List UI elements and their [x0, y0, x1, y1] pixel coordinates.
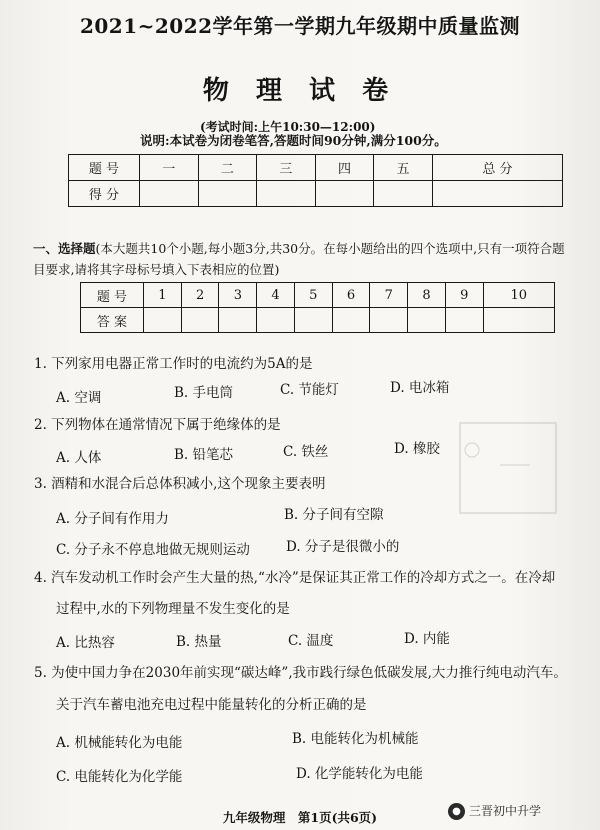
- score-field[interactable]: [432, 181, 562, 207]
- answer-field[interactable]: [144, 308, 182, 333]
- answer-table: [80, 282, 555, 333]
- q2-option-b: B. 铅笔芯: [174, 447, 234, 463]
- answer-field[interactable]: [181, 308, 219, 333]
- section-1-heading: 一、选择题: [33, 241, 96, 256]
- q1-option-c: C. 节能灯: [280, 382, 339, 398]
- q2-option-c: C. 铁丝: [283, 444, 329, 460]
- question-number-cell: 3: [219, 283, 257, 308]
- score-table-cell: 二: [198, 155, 257, 181]
- q4-option-d: D. 内能: [404, 631, 450, 647]
- q2-option-d: D. 橡胶: [394, 441, 440, 457]
- answer-field[interactable]: [257, 308, 295, 333]
- score-table-cell: 三: [257, 155, 316, 181]
- question-number-cell: 10: [483, 283, 554, 308]
- q3-option-b: B. 分子间有空隙: [284, 507, 384, 523]
- exam-subtitle: 物 理 试 卷: [202, 76, 398, 106]
- answer-field[interactable]: [408, 308, 446, 333]
- answer-field[interactable]: [294, 308, 332, 333]
- q1-option-d: D. 电冰箱: [390, 380, 450, 396]
- watermark-text: 三晋初中升学: [469, 804, 542, 818]
- exam-time: (考试时间:上午10:30—12:00): [200, 120, 376, 134]
- question-5-stem-continued: 关于汽车蓄电池充电过程中能量转化的分析正确的是: [56, 697, 367, 713]
- q1-option-a: A. 空调: [56, 390, 102, 406]
- score-table-row-label: 题 号: [69, 155, 140, 181]
- q5-option-c: C. 电能转化为化学能: [56, 769, 183, 785]
- q4-option-c: C. 温度: [288, 633, 334, 649]
- q5-option-b: B. 电能转化为机械能: [292, 731, 419, 747]
- score-table-cell: 五: [374, 155, 433, 181]
- answer-table-row-label: 答 案: [81, 308, 144, 333]
- q1-option-b: B. 手电筒: [174, 385, 234, 401]
- question-2-stem: 2. 下列物体在通常情况下属于绝缘体的是: [34, 417, 281, 433]
- q2-option-a: A. 人体: [56, 450, 102, 466]
- q4-option-a: A. 比热容: [56, 635, 115, 651]
- question-number-cell: 8: [408, 283, 446, 308]
- score-field[interactable]: [140, 181, 199, 207]
- score-field[interactable]: [257, 181, 316, 207]
- question-4-stem: 4. 汽车发动机工作时会产生大量的热,“水冷”是保证其正常工作的冷却方式之一。在冷却: [34, 570, 556, 586]
- q5-option-d: D. 化学能转化为电能: [296, 766, 423, 782]
- score-table-row-label: 得 分: [69, 181, 140, 207]
- question-number-cell: 1: [144, 283, 182, 308]
- score-table-cell: 四: [315, 155, 374, 181]
- answer-field[interactable]: [219, 308, 257, 333]
- q3-option-a: A. 分子间有作用力: [56, 511, 169, 527]
- wechat-icon: ●: [448, 803, 465, 820]
- question-1-stem: 1. 下列家用电器正常工作时的电流约为5A的是: [34, 356, 313, 372]
- q4-option-b: B. 热量: [176, 634, 222, 650]
- answer-field[interactable]: [370, 308, 408, 333]
- exam-title: 2021~2022学年第一学期九年级期中质量监测: [79, 14, 521, 38]
- score-field[interactable]: [315, 181, 374, 207]
- score-table-score-row: [69, 181, 563, 207]
- score-field[interactable]: [198, 181, 257, 207]
- source-watermark: [448, 802, 541, 820]
- score-table-header-row: [69, 155, 563, 181]
- answer-table-number-row: [81, 283, 555, 308]
- answer-field[interactable]: [332, 308, 370, 333]
- answer-field[interactable]: [483, 308, 554, 333]
- question-4-stem-continued: 过程中,水的下列物理量不发生变化的是: [56, 601, 290, 617]
- score-field[interactable]: [374, 181, 433, 207]
- exam-instructions: 说明:本试卷为闭卷笔答,答题时间90分钟,满分100分。: [140, 133, 447, 148]
- question-number-cell: 6: [332, 283, 370, 308]
- section-1-intro: [33, 238, 573, 280]
- question-3-stem: 3. 酒精和水混合后总体积减小,这个现象主要表明: [34, 476, 326, 492]
- q3-option-d: D. 分子是很微小的: [286, 539, 400, 555]
- answer-table-answer-row: [81, 308, 555, 333]
- score-table-cell: 总 分: [432, 155, 562, 181]
- score-table-cell: 一: [140, 155, 199, 181]
- answer-field[interactable]: [445, 308, 483, 333]
- question-number-cell: 2: [181, 283, 219, 308]
- score-table: [68, 154, 563, 207]
- question-number-cell: 9: [445, 283, 483, 308]
- q3-option-c: C. 分子永不停息地做无规则运动: [56, 542, 250, 558]
- question-number-cell: 5: [294, 283, 332, 308]
- section-1-text: (本大题共10个小题,每小题3分,共30分。在每小题给出的四个选项中,只有一项符合题目要求,请将其字母标号填入下表相应的位置): [33, 241, 565, 277]
- question-5-stem: 5. 为使中国力争在2030年前实现“碳达峰”,我市践行绿色低碳发展,大力推行纯电动汽车。: [34, 665, 567, 681]
- question-number-cell: 7: [370, 283, 408, 308]
- q5-option-a: A. 机械能转化为电能: [56, 735, 183, 751]
- question-number-cell: 4: [257, 283, 295, 308]
- bleed-through-circuit-sketch: [440, 405, 570, 535]
- page-footer: 九年级物理 第1页(共6页): [222, 810, 378, 825]
- answer-table-row-label: 题 号: [81, 283, 144, 308]
